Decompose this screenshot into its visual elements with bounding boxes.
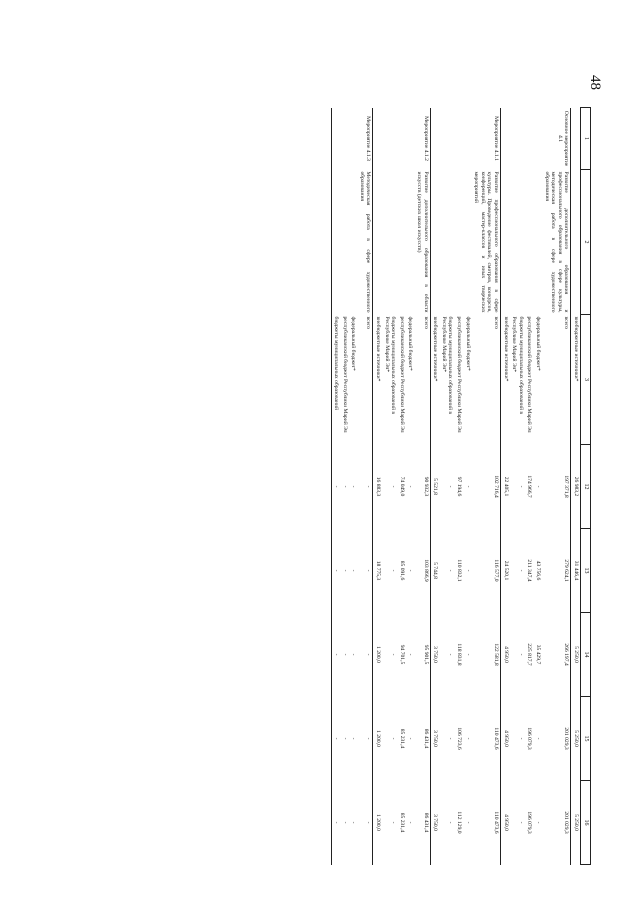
value-cell: - (464, 485, 471, 488)
funding-source: внебюджетные источники* (502, 316, 509, 382)
value-cell: - (390, 485, 397, 488)
value-cell: - (447, 737, 454, 740)
row-name (439, 170, 454, 315)
value-cell: - (341, 737, 348, 740)
value-cell: - (447, 569, 454, 572)
column-header: 2 (580, 170, 590, 315)
table-row (331, 108, 340, 865)
row-name: Развитие дополнительного образования в области искусств (детских школ искусств) (416, 171, 429, 313)
row-id (406, 108, 415, 170)
column-header: 13 (580, 529, 590, 613)
table-header-row (580, 108, 590, 865)
row-name (571, 170, 581, 315)
value-cell: - (350, 485, 357, 488)
value-cell: 86 431,4 (414, 781, 430, 865)
value-cell: - (447, 653, 454, 656)
value-cell: - (350, 569, 357, 572)
column-header: 16 (580, 781, 590, 865)
value-cell: 1 200,0 (375, 730, 382, 747)
value-cell: - (333, 821, 340, 824)
value-cell: 110 473,6 (472, 697, 501, 781)
value-cell: - (333, 569, 340, 572)
value-cell: 35 429,7 (534, 644, 541, 665)
value-cell: 85 231,4 (398, 728, 405, 749)
value-cell: - (341, 569, 348, 572)
value-cell: 85 091,6 (398, 560, 405, 581)
row-name: Развитие профессионального образования в сфере культуры. Проведение фестивалей, смотров, конкурсов, конференций, мастер-классов и иных творческих мероприятий (473, 171, 499, 313)
value-cell: 197 371,8 (542, 445, 571, 529)
funding-source: внебюджетные источники* (432, 316, 439, 382)
row-name (454, 170, 463, 315)
table-row (510, 108, 525, 865)
table-row (454, 108, 463, 865)
funding-source: республиканский бюджет Республики Марий Эл (456, 316, 463, 433)
value-cell: 5 521,8 (432, 478, 439, 495)
funding-source: всего (414, 315, 430, 445)
value-cell: 106 723,6 (456, 727, 463, 750)
value-cell: - (407, 821, 414, 824)
value-cell: - (357, 445, 373, 529)
value-cell: - (407, 569, 414, 572)
value-cell: 26 983,2 (571, 445, 581, 529)
funding-source: бюджеты муниципальных образований в Республике Марий Эл* (383, 316, 397, 415)
funding-source: федеральный бюджет* (464, 316, 471, 371)
value-cell: 24 520,1 (502, 560, 509, 581)
value-cell: 1 200,0 (375, 814, 382, 831)
row-name: Развитие дополнительного образования и профессионального образования в сфере культуры, методическая работа в сфере художественного образования (543, 171, 570, 313)
value-cell: 112 129,0 (456, 811, 463, 834)
row-name (340, 170, 349, 315)
value-cell: 22 405,1 (502, 476, 509, 497)
funding-source: внебюджетные источники* (375, 316, 382, 382)
value-cell: - (407, 653, 414, 656)
row-id (454, 108, 463, 170)
funding-source: бюджеты муниципальных образований (333, 316, 340, 411)
value-cell: 174 966,7 (526, 475, 533, 498)
row-id: Основное мероприятие 4.1 (542, 108, 571, 170)
value-cell: 5 744,8 (432, 562, 439, 579)
rotated-table-page (113, 107, 591, 864)
row-id (373, 108, 382, 170)
row-id (533, 108, 542, 170)
row-id (331, 108, 340, 170)
value-cell: 18 775,3 (375, 560, 382, 581)
value-cell: 110 832,1 (456, 559, 463, 582)
row-name (349, 170, 358, 315)
value-cell: - (357, 529, 373, 613)
row-name (430, 170, 439, 315)
row-name (533, 170, 542, 315)
table-row (373, 108, 382, 865)
value-cell: - (341, 485, 348, 488)
value-cell: 86 431,4 (414, 697, 430, 781)
table-row (525, 108, 534, 865)
value-cell: 201 029,3 (542, 781, 571, 865)
value-cell: 85 231,4 (398, 812, 405, 833)
row-name (500, 170, 509, 315)
value-cell: - (534, 821, 541, 824)
row-id (463, 108, 472, 170)
table-row (500, 108, 509, 865)
row-id (525, 108, 534, 170)
value-cell: - (357, 697, 373, 781)
table-row (414, 108, 430, 865)
value-cell: - (517, 569, 524, 572)
row-id (349, 108, 358, 170)
value-cell: - (517, 737, 524, 740)
value-cell: 31 446,4 (571, 529, 581, 613)
value-cell: - (517, 821, 524, 824)
funding-source: республиканский бюджет Республики Марий Эл (341, 316, 348, 433)
row-id (439, 108, 454, 170)
row-name (510, 170, 525, 315)
value-cell: 211 347,4 (526, 559, 533, 582)
funding-source: всего (542, 315, 571, 445)
value-cell: 122 581,8 (472, 613, 501, 697)
row-id (382, 108, 397, 170)
table-row (430, 108, 439, 865)
value-cell: - (390, 821, 397, 824)
row-id: Мероприятие 4.1.1 (472, 108, 501, 170)
value-cell: - (464, 821, 471, 824)
value-cell: - (390, 737, 397, 740)
funding-source: федеральный бюджет* (350, 316, 357, 371)
value-cell: - (447, 485, 454, 488)
value-cell: 5 250,0 (571, 697, 581, 781)
value-cell: 95 901,5 (414, 613, 430, 697)
table-row (357, 108, 373, 865)
table-row (382, 108, 397, 865)
column-header: 3 (580, 315, 590, 445)
value-cell: 110 473,6 (472, 781, 501, 865)
value-cell: 225 817,7 (526, 643, 533, 666)
value-cell: 1 200,0 (375, 646, 382, 663)
value-cell: - (350, 821, 357, 824)
row-name (463, 170, 472, 315)
value-cell: - (447, 821, 454, 824)
value-cell: 196 079,3 (526, 727, 533, 750)
row-id (500, 108, 509, 170)
value-cell: - (341, 821, 348, 824)
row-id (397, 108, 406, 170)
table-body (331, 108, 580, 865)
value-cell: 3 750,0 (432, 730, 439, 747)
column-header: 12 (580, 445, 590, 529)
value-cell: - (407, 485, 414, 488)
row-name (525, 170, 534, 315)
funding-source: республиканский бюджет Республики Марий Эл (526, 316, 533, 433)
row-name (397, 170, 406, 315)
value-cell: 201 029,3 (542, 697, 571, 781)
value-cell: 16 883,3 (375, 476, 382, 497)
value-cell: 103 866,9 (414, 529, 430, 613)
row-id: Мероприятие 4.1.3 (357, 108, 373, 170)
funding-source: бюджеты муниципальных образований в Республике Марий Эл* (511, 316, 524, 415)
funding-source: бюджеты муниципальных образований в Республике Марий Эл* (440, 316, 454, 415)
budget-table (331, 107, 591, 865)
value-cell: - (534, 485, 541, 488)
page-number: 48 (587, 75, 603, 90)
value-cell: - (464, 737, 471, 740)
value-cell: - (333, 737, 340, 740)
table-row (472, 108, 501, 865)
value-cell: 90 932,3 (414, 445, 430, 529)
value-cell: 5 250,0 (571, 613, 581, 697)
value-cell: - (350, 737, 357, 740)
value-cell: 94 701,5 (398, 644, 405, 665)
funding-source: всего (357, 315, 373, 445)
value-cell: 118 831,8 (456, 643, 463, 666)
funding-source: федеральный бюджет* (407, 316, 414, 371)
row-id (510, 108, 525, 170)
row-id (340, 108, 349, 170)
value-cell: - (534, 737, 541, 740)
table-row (406, 108, 415, 865)
row-name: Методическая работа в сфере художественного образования (358, 171, 372, 313)
value-cell: - (333, 485, 340, 488)
value-cell: - (407, 737, 414, 740)
value-cell: 3 750,0 (432, 646, 439, 663)
value-cell: - (390, 653, 397, 656)
value-cell: 196 079,3 (526, 811, 533, 834)
value-cell: 279 624,1 (542, 529, 571, 613)
funding-source: внебюджетные источники* (571, 315, 581, 445)
funding-source: федеральный бюджет* (534, 316, 541, 371)
value-cell: - (390, 569, 397, 572)
table-row (340, 108, 349, 865)
row-name (406, 170, 415, 315)
value-cell: 102 716,4 (472, 445, 501, 529)
column-header: 14 (580, 613, 590, 697)
value-cell: - (357, 781, 373, 865)
table-row (439, 108, 454, 865)
value-cell: - (333, 653, 340, 656)
row-id (430, 108, 439, 170)
column-header: 15 (580, 697, 590, 781)
table-row (542, 108, 571, 865)
value-cell: - (464, 653, 471, 656)
value-cell: - (350, 653, 357, 656)
value-cell: 74 049,0 (398, 476, 405, 497)
value-cell: 43 756,6 (534, 560, 541, 581)
value-cell: 3 750,0 (432, 814, 439, 831)
table-row (463, 108, 472, 865)
value-cell: 4 950,0 (502, 730, 509, 747)
value-cell: - (517, 653, 524, 656)
value-cell: 266 197,4 (542, 613, 571, 697)
funding-source: всего (472, 315, 501, 445)
row-name (382, 170, 397, 315)
table-row (397, 108, 406, 865)
value-cell: - (464, 569, 471, 572)
value-cell: 5 250,0 (571, 781, 581, 865)
value-cell: - (341, 653, 348, 656)
row-name (331, 170, 340, 315)
value-cell: - (517, 485, 524, 488)
value-cell: 97 194,6 (456, 476, 463, 497)
value-cell: 4 950,0 (502, 646, 509, 663)
row-id (571, 108, 581, 170)
table-row (349, 108, 358, 865)
row-id: Мероприятие 4.1.2 (414, 108, 430, 170)
funding-source: республиканский бюджет Республики Марий Эл (398, 316, 405, 433)
table-row (533, 108, 542, 865)
value-cell: - (357, 613, 373, 697)
value-cell: 116 577,0 (472, 529, 501, 613)
table-row (571, 108, 581, 865)
column-header: 1 (580, 108, 590, 170)
row-name (373, 170, 382, 315)
value-cell: 4 950,0 (502, 814, 509, 831)
